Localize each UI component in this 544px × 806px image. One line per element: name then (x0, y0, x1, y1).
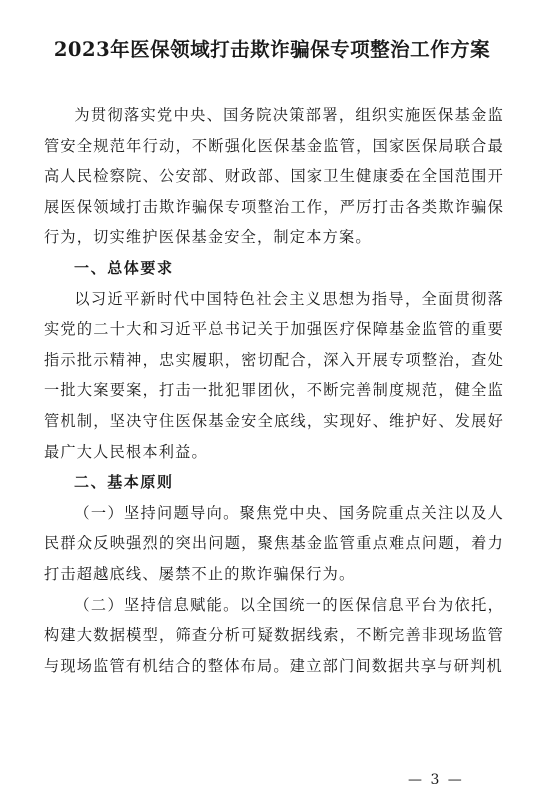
section-heading-basic-principles: 二、基本原则 (74, 473, 174, 492)
document-body (44, 100, 504, 681)
section-heading-general-requirements: 一、总体要求 (74, 258, 174, 277)
principle-problem-oriented-paragraph: （一）坚持问题导向。聚焦党中央、国务院重点关注以及人民群众反映强烈的突出问题，聚焦基金监管重点难点问题，着力打击超越底线、屡禁不止的欺诈骗保行为。 (44, 503, 504, 583)
page-number: — 3 — (408, 772, 464, 788)
principle-information-empowerment-paragraph: （二）坚持信息赋能。以全国统一的医保信息平台为依托，构建大数据模型，筛查分析可疑数据线索，不断完善非现场监管与现场监管有机结合的整体布局。建立部门间数据共享与研判机 (44, 595, 504, 675)
general-requirements-paragraph: 以习近平新时代中国特色社会主义思想为指导，全面贯彻落实党的二十大和习近平总书记关于加强医疗保障基金监管的重要指示批示精神，忠实履职，密切配合，深入开展专项整治，查处一批大案要案，打击一批犯罪团伙，不断完善制度规范，健全监管机制，坚决守住医保基金安全底线，实现好、维护好、发展好最广大人民根本利益。 (44, 289, 504, 461)
intro-paragraph: 为贯彻落实党中央、国务院决策部署，组织实施医保基金监管安全规范年行动，不断强化医保基金监管，国家医保局联合最高人民检察院、公安部、财政部、国家卫生健康委在全国范围开展医保领域打击欺诈骗保专项整治工作，严厉打击各类欺诈骗保行为，切实维护医保基金安全，制定本方案。 (44, 106, 504, 247)
document-title: 2023年医保领域打击欺诈骗保专项整治工作方案 (53, 38, 491, 61)
